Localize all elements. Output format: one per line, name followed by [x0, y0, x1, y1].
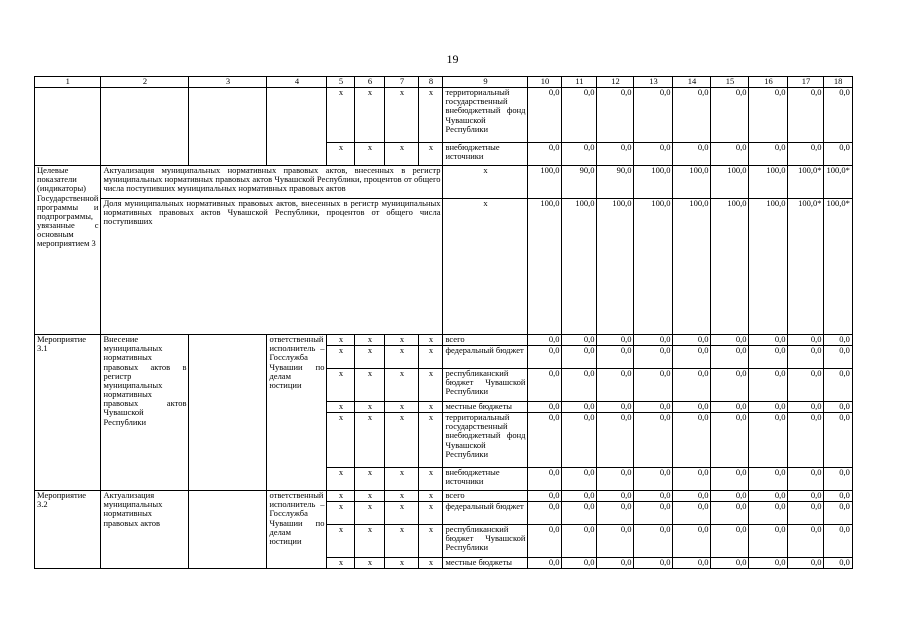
column-header: 11 — [562, 77, 597, 88]
value-cell: 0,0 — [634, 402, 673, 413]
measure-row — [35, 335, 853, 346]
value-cell: 0,0 — [749, 402, 788, 413]
value-cell: 0,0 — [634, 558, 673, 569]
column-header: 2 — [101, 77, 189, 88]
value-cell: 0,0 — [528, 558, 562, 569]
indicator-value: 100,0 — [528, 199, 562, 335]
value-cell: 0,0 — [711, 143, 749, 166]
cont-cell — [189, 88, 267, 166]
measure-label: Мероприятие 3.2 — [35, 491, 101, 569]
value-cell: 0,0 — [711, 502, 749, 525]
source-name: территориальный государственный внебюджетный фонд Чувашской Республики — [443, 88, 528, 143]
value-cell: 0,0 — [634, 502, 673, 525]
x-mark: x — [385, 335, 419, 346]
column-header: 4 — [267, 77, 327, 88]
indicator-value: 100,0 — [711, 199, 749, 335]
x-mark: x — [419, 468, 443, 491]
column-header: 16 — [749, 77, 788, 88]
target-row — [35, 199, 853, 335]
x-mark: x — [355, 335, 385, 346]
value-cell: 0,0 — [634, 369, 673, 402]
column-header: 10 — [528, 77, 562, 88]
value-cell: 0,0 — [711, 491, 749, 502]
value-cell: 0,0 — [749, 88, 788, 143]
measure-label: Мероприятие 3.1 — [35, 335, 101, 491]
value-cell: 0,0 — [673, 143, 711, 166]
x-mark: x — [355, 143, 385, 166]
x-mark: x — [419, 143, 443, 166]
value-cell: 0,0 — [528, 468, 562, 491]
value-cell: 0,0 — [562, 402, 597, 413]
indicator-value: 100,0 — [749, 199, 788, 335]
cont-cell — [101, 88, 189, 166]
value-cell: 0,0 — [562, 143, 597, 166]
value-cell: 0,0 — [673, 335, 711, 346]
x-mark: x — [385, 402, 419, 413]
value-cell: 0,0 — [634, 143, 673, 166]
value-cell: 0,0 — [562, 491, 597, 502]
value-cell: 0,0 — [634, 468, 673, 491]
x-mark: x — [355, 346, 385, 369]
measure-name: Актуализация муниципальных нормативных правовых актов — [101, 491, 189, 569]
targets-label: Целевые показатели (индикаторы) Государственной программы и подпрограммы, увязанные с основным мероприятием 3 — [35, 166, 101, 335]
x-mark: x — [355, 468, 385, 491]
value-cell: 0,0 — [824, 491, 852, 502]
value-cell: 0,0 — [673, 502, 711, 525]
column-header: 17 — [788, 77, 824, 88]
value-cell: 0,0 — [562, 558, 597, 569]
x-mark: x — [327, 558, 355, 569]
table-body — [35, 77, 853, 569]
x-mark: x — [327, 369, 355, 402]
column-header: 9 — [443, 77, 528, 88]
x-mark: x — [385, 558, 419, 569]
x-mark: x — [385, 502, 419, 525]
value-cell: 0,0 — [528, 525, 562, 558]
indicator-text: Актуализация муниципальных нормативных правовых актов, внесенных в регистр муниципальных нормативных правовых актов Чувашской Республики, процентов от общего числа поступивших муниципальных нормативных правовых актов — [101, 166, 443, 199]
value-cell: 0,0 — [749, 525, 788, 558]
empty-cell — [189, 335, 267, 491]
source-name: всего — [443, 491, 528, 502]
value-cell: 0,0 — [788, 335, 824, 346]
value-cell: 0,0 — [528, 369, 562, 402]
column-header: 1 — [35, 77, 101, 88]
value-cell: 0,0 — [634, 346, 673, 369]
x-mark: x — [385, 88, 419, 143]
column-header: 6 — [355, 77, 385, 88]
source-name: местные бюджеты — [443, 402, 528, 413]
value-cell: 0,0 — [788, 402, 824, 413]
x-mark: x — [327, 502, 355, 525]
target-row — [35, 166, 853, 199]
x-mark: x — [419, 413, 443, 468]
value-cell: 0,0 — [824, 402, 852, 413]
value-cell: 0,0 — [673, 468, 711, 491]
measure-row — [35, 491, 853, 502]
indicator-value: 100,0 — [597, 199, 634, 335]
value-cell: 0,0 — [824, 369, 852, 402]
indicator-value: 90,0 — [562, 166, 597, 199]
value-cell: 0,0 — [788, 413, 824, 468]
indicator-value: 100,0 — [634, 199, 673, 335]
value-cell: 0,0 — [528, 491, 562, 502]
value-cell: 0,0 — [788, 502, 824, 525]
value-cell: 0,0 — [824, 502, 852, 525]
x-mark: x — [385, 525, 419, 558]
value-cell: 0,0 — [597, 335, 634, 346]
column-header: 8 — [419, 77, 443, 88]
x-mark: x — [327, 346, 355, 369]
column-header: 15 — [711, 77, 749, 88]
value-cell: 0,0 — [562, 88, 597, 143]
value-cell: 0,0 — [528, 335, 562, 346]
x-mark: x — [355, 413, 385, 468]
x-mark: x — [385, 346, 419, 369]
indicator-value: 100,0* — [788, 166, 824, 199]
value-cell: 0,0 — [597, 558, 634, 569]
column-header: 7 — [385, 77, 419, 88]
x-mark: x — [419, 346, 443, 369]
value-cell: 0,0 — [749, 335, 788, 346]
column-header: 5 — [327, 77, 355, 88]
value-cell: 0,0 — [824, 335, 852, 346]
value-cell: 0,0 — [634, 413, 673, 468]
x-mark: x — [443, 166, 528, 199]
value-cell: 0,0 — [711, 369, 749, 402]
value-cell: 0,0 — [673, 558, 711, 569]
x-mark: x — [419, 525, 443, 558]
value-cell: 0,0 — [711, 468, 749, 491]
source-name: всего — [443, 335, 528, 346]
value-cell: 0,0 — [673, 525, 711, 558]
source-name: местные бюджеты — [443, 558, 528, 569]
value-cell: 0,0 — [788, 491, 824, 502]
value-cell: 0,0 — [673, 491, 711, 502]
x-mark: x — [355, 369, 385, 402]
indicator-value: 100,0 — [528, 166, 562, 199]
x-mark: x — [419, 502, 443, 525]
x-mark: x — [385, 468, 419, 491]
value-cell: 0,0 — [824, 143, 852, 166]
indicator-value: 100,0* — [788, 199, 824, 335]
empty-cell — [189, 491, 267, 569]
x-mark: x — [327, 402, 355, 413]
value-cell: 0,0 — [634, 88, 673, 143]
value-cell: 0,0 — [749, 143, 788, 166]
value-cell: 0,0 — [597, 491, 634, 502]
value-cell: 0,0 — [824, 468, 852, 491]
x-mark: x — [327, 468, 355, 491]
indicator-value: 100,0 — [634, 166, 673, 199]
source-name: внебюджетные источники — [443, 468, 528, 491]
x-mark: x — [419, 335, 443, 346]
value-cell: 0,0 — [749, 491, 788, 502]
table-row — [35, 88, 853, 143]
value-cell: 0,0 — [749, 413, 788, 468]
value-cell: 0,0 — [788, 369, 824, 402]
header-row — [35, 77, 853, 88]
value-cell: 0,0 — [597, 346, 634, 369]
value-cell: 0,0 — [711, 413, 749, 468]
value-cell: 0,0 — [711, 525, 749, 558]
x-mark: x — [327, 335, 355, 346]
value-cell: 0,0 — [562, 502, 597, 525]
column-header: 18 — [824, 77, 852, 88]
x-mark: x — [355, 88, 385, 143]
value-cell: 0,0 — [528, 143, 562, 166]
value-cell: 0,0 — [788, 468, 824, 491]
column-header: 3 — [189, 77, 267, 88]
x-mark: x — [327, 88, 355, 143]
value-cell: 0,0 — [788, 525, 824, 558]
x-mark: x — [385, 491, 419, 502]
x-mark: x — [419, 369, 443, 402]
value-cell: 0,0 — [528, 413, 562, 468]
value-cell: 0,0 — [788, 346, 824, 369]
x-mark: x — [327, 143, 355, 166]
value-cell: 0,0 — [711, 335, 749, 346]
value-cell: 0,0 — [749, 502, 788, 525]
page-number: 19 — [446, 52, 459, 66]
value-cell: 0,0 — [749, 369, 788, 402]
indicator-text: Доля муниципальных нормативных правовых актов, внесенных в регистр муниципальных нормативных правовых актов Чувашской Республики, процентов от общего числа поступивших — [101, 199, 443, 335]
value-cell: 0,0 — [711, 402, 749, 413]
cont-cell — [35, 88, 101, 166]
x-mark: x — [355, 558, 385, 569]
value-cell: 0,0 — [749, 346, 788, 369]
value-cell: 0,0 — [749, 468, 788, 491]
x-mark: x — [419, 491, 443, 502]
column-header: 13 — [634, 77, 673, 88]
value-cell: 0,0 — [597, 413, 634, 468]
x-mark: x — [355, 491, 385, 502]
responsible-executor: ответственный исполнитель – Госслужба Чувашии по делам юстиции — [267, 491, 327, 569]
value-cell: 0,0 — [673, 413, 711, 468]
indicator-value: 100,0 — [711, 166, 749, 199]
value-cell: 0,0 — [562, 335, 597, 346]
value-cell: 0,0 — [824, 525, 852, 558]
responsible-executor: ответственный исполнитель – Госслужба Чувашии по делам юстиции — [267, 335, 327, 491]
column-header: 14 — [673, 77, 711, 88]
value-cell: 0,0 — [749, 558, 788, 569]
value-cell: 0,0 — [824, 346, 852, 369]
indicator-value: 100,0 — [749, 166, 788, 199]
x-mark: x — [419, 88, 443, 143]
value-cell: 0,0 — [562, 413, 597, 468]
value-cell: 0,0 — [824, 88, 852, 143]
value-cell: 0,0 — [634, 335, 673, 346]
value-cell: 0,0 — [673, 346, 711, 369]
value-cell: 0,0 — [788, 143, 824, 166]
source-name: внебюджетные источники — [443, 143, 528, 166]
x-mark: x — [327, 491, 355, 502]
value-cell: 0,0 — [562, 468, 597, 491]
source-name: территориальный государственный внебюджетный фонд Чувашской Республики — [443, 413, 528, 468]
x-mark: x — [355, 402, 385, 413]
x-mark: x — [355, 502, 385, 525]
value-cell: 0,0 — [597, 468, 634, 491]
x-mark: x — [385, 413, 419, 468]
source-name: республиканский бюджет Чувашской Республики — [443, 369, 528, 402]
value-cell: 0,0 — [597, 369, 634, 402]
indicator-value: 90,0 — [597, 166, 634, 199]
value-cell: 0,0 — [673, 402, 711, 413]
value-cell: 0,0 — [597, 525, 634, 558]
source-name: республиканский бюджет Чувашской Республики — [443, 525, 528, 558]
value-cell: 0,0 — [711, 558, 749, 569]
value-cell: 0,0 — [788, 558, 824, 569]
value-cell: 0,0 — [634, 525, 673, 558]
x-mark: x — [385, 369, 419, 402]
source-name: федеральный бюджет — [443, 502, 528, 525]
measure-name: Внесение муниципальных нормативных правовых актов в регистр муниципальных нормативных правовых актов Чувашской Республики — [101, 335, 189, 491]
indicator-value: 100,0 — [562, 199, 597, 335]
value-cell: 0,0 — [597, 143, 634, 166]
value-cell: 0,0 — [562, 346, 597, 369]
indicator-value: 100,0 — [673, 199, 711, 335]
value-cell: 0,0 — [673, 369, 711, 402]
x-mark: x — [419, 558, 443, 569]
indicator-value: 100,0* — [824, 166, 852, 199]
value-cell: 0,0 — [597, 402, 634, 413]
indicator-value: 100,0* — [824, 199, 852, 335]
value-cell: 0,0 — [673, 88, 711, 143]
cont-cell — [267, 88, 327, 166]
value-cell: 0,0 — [597, 502, 634, 525]
value-cell: 0,0 — [528, 402, 562, 413]
value-cell: 0,0 — [528, 346, 562, 369]
value-cell: 0,0 — [634, 491, 673, 502]
x-mark: x — [327, 525, 355, 558]
value-cell: 0,0 — [711, 88, 749, 143]
x-mark: x — [443, 199, 528, 335]
value-cell: 0,0 — [528, 502, 562, 525]
value-cell: 0,0 — [824, 558, 852, 569]
program-table — [34, 76, 853, 569]
source-name: федеральный бюджет — [443, 346, 528, 369]
value-cell: 0,0 — [711, 346, 749, 369]
value-cell: 0,0 — [562, 525, 597, 558]
indicator-value: 100,0 — [673, 166, 711, 199]
value-cell: 0,0 — [597, 88, 634, 143]
value-cell: 0,0 — [824, 413, 852, 468]
x-mark: x — [419, 402, 443, 413]
x-mark: x — [355, 525, 385, 558]
x-mark: x — [327, 413, 355, 468]
value-cell: 0,0 — [788, 88, 824, 143]
x-mark: x — [385, 143, 419, 166]
value-cell: 0,0 — [528, 88, 562, 143]
column-header: 12 — [597, 77, 634, 88]
value-cell: 0,0 — [562, 369, 597, 402]
